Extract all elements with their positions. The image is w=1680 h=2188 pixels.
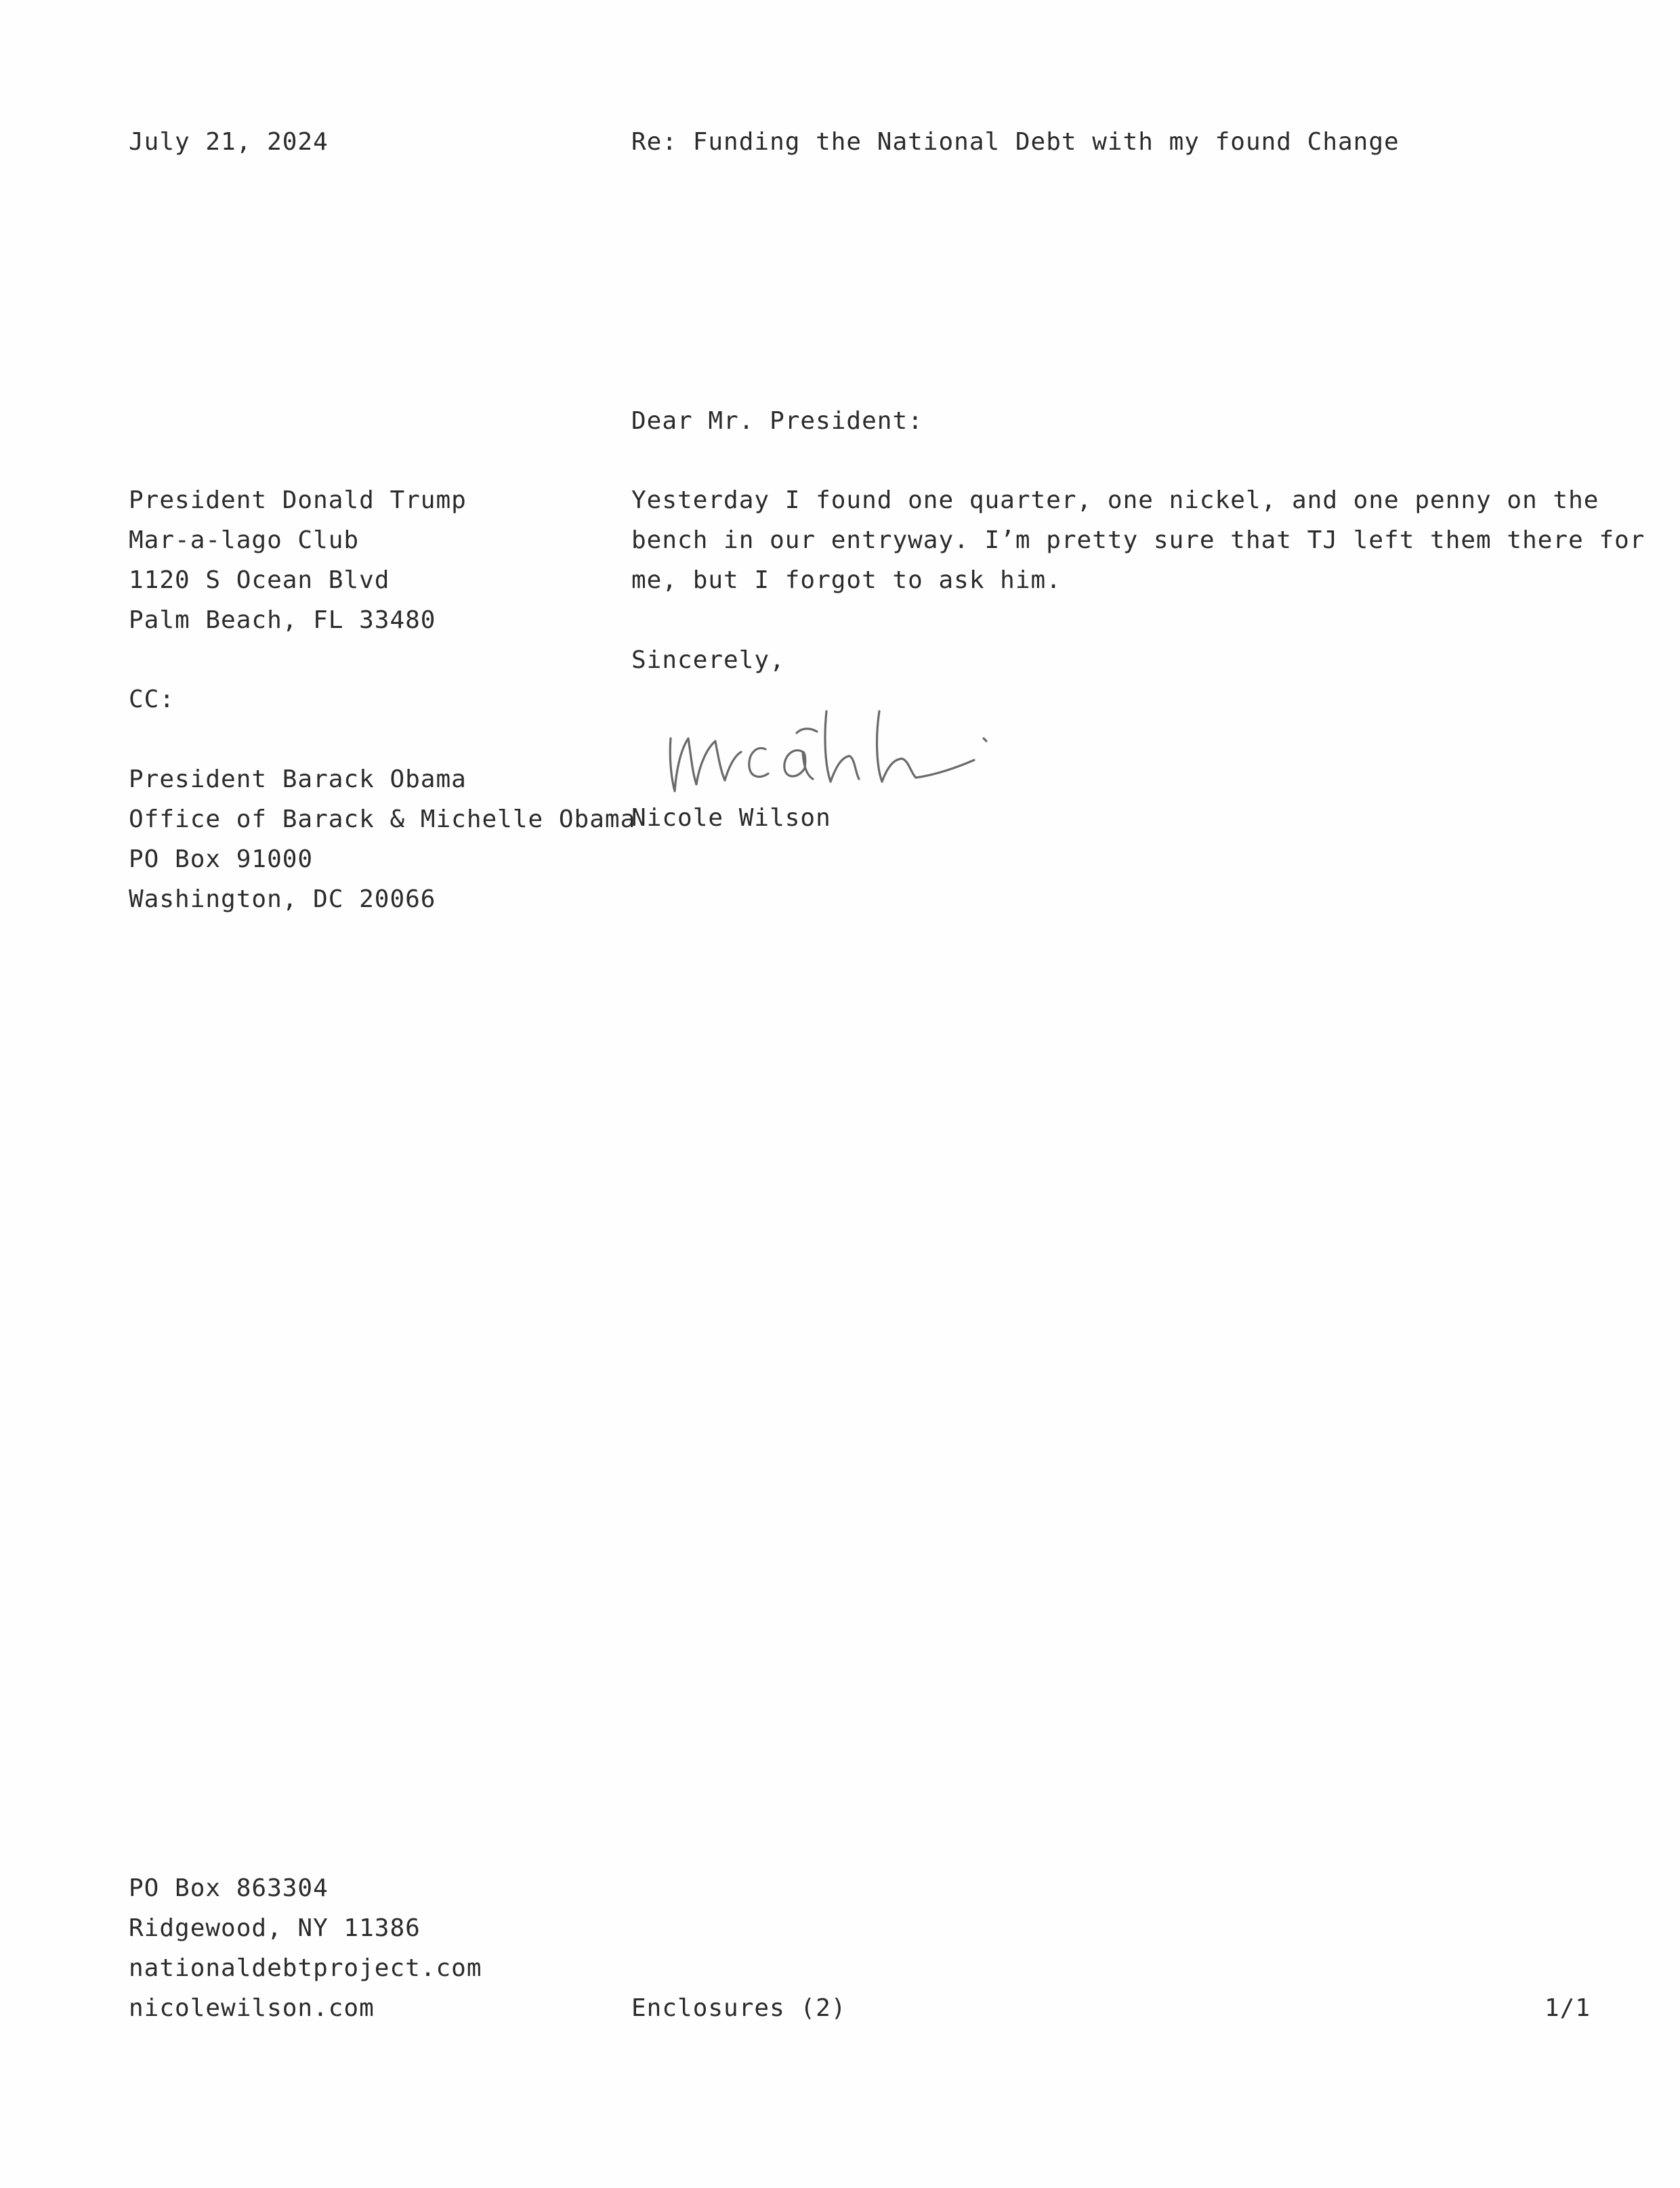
sender-website-link: nicolewilson.com <box>129 1994 375 2022</box>
salutation: Dear Mr. President: <box>631 407 923 435</box>
closing: Sincerely, <box>631 646 785 674</box>
enclosures-note: Enclosures (2) <box>631 1994 847 2022</box>
letter-subject: Re: Funding the National Debt with my found Change <box>631 128 1400 156</box>
cc-line: Washington, DC 20066 <box>129 885 436 913</box>
handwritten-signature-icon <box>664 691 1003 799</box>
body-line: bench in our entryway. I’m pretty sure that TJ left them there for <box>631 526 1645 554</box>
recipient-line: 1120 S Ocean Blvd <box>129 566 390 594</box>
letter-date: July 21, 2024 <box>129 128 329 156</box>
cc-address <box>129 759 635 919</box>
sender-line: Ridgewood, NY 11386 <box>129 1914 421 1942</box>
body-line: Yesterday I found one quarter, one nickel, and one penny on the <box>631 486 1599 514</box>
body-line: me, but I forgot to ask him. <box>631 566 1062 594</box>
recipient-line: Palm Beach, FL 33480 <box>129 606 436 634</box>
letter-body <box>631 480 1645 600</box>
page-number: 1/1 <box>1545 1994 1591 2022</box>
recipient-line: President Donald Trump <box>129 486 467 514</box>
cc-label: CC: <box>129 686 175 713</box>
signer-name: Nicole Wilson <box>631 804 831 832</box>
cc-line: President Barack Obama <box>129 765 467 793</box>
recipient-address <box>129 480 467 640</box>
sender-website-link: nationaldebtproject.com <box>129 1954 482 1982</box>
cc-line: PO Box 91000 <box>129 845 314 873</box>
cc-line: Office of Barack & Michelle Obama <box>129 805 636 833</box>
sender-address <box>129 1868 482 2028</box>
sender-line: PO Box 863304 <box>129 1874 329 1902</box>
recipient-line: Mar-a-lago Club <box>129 526 360 554</box>
